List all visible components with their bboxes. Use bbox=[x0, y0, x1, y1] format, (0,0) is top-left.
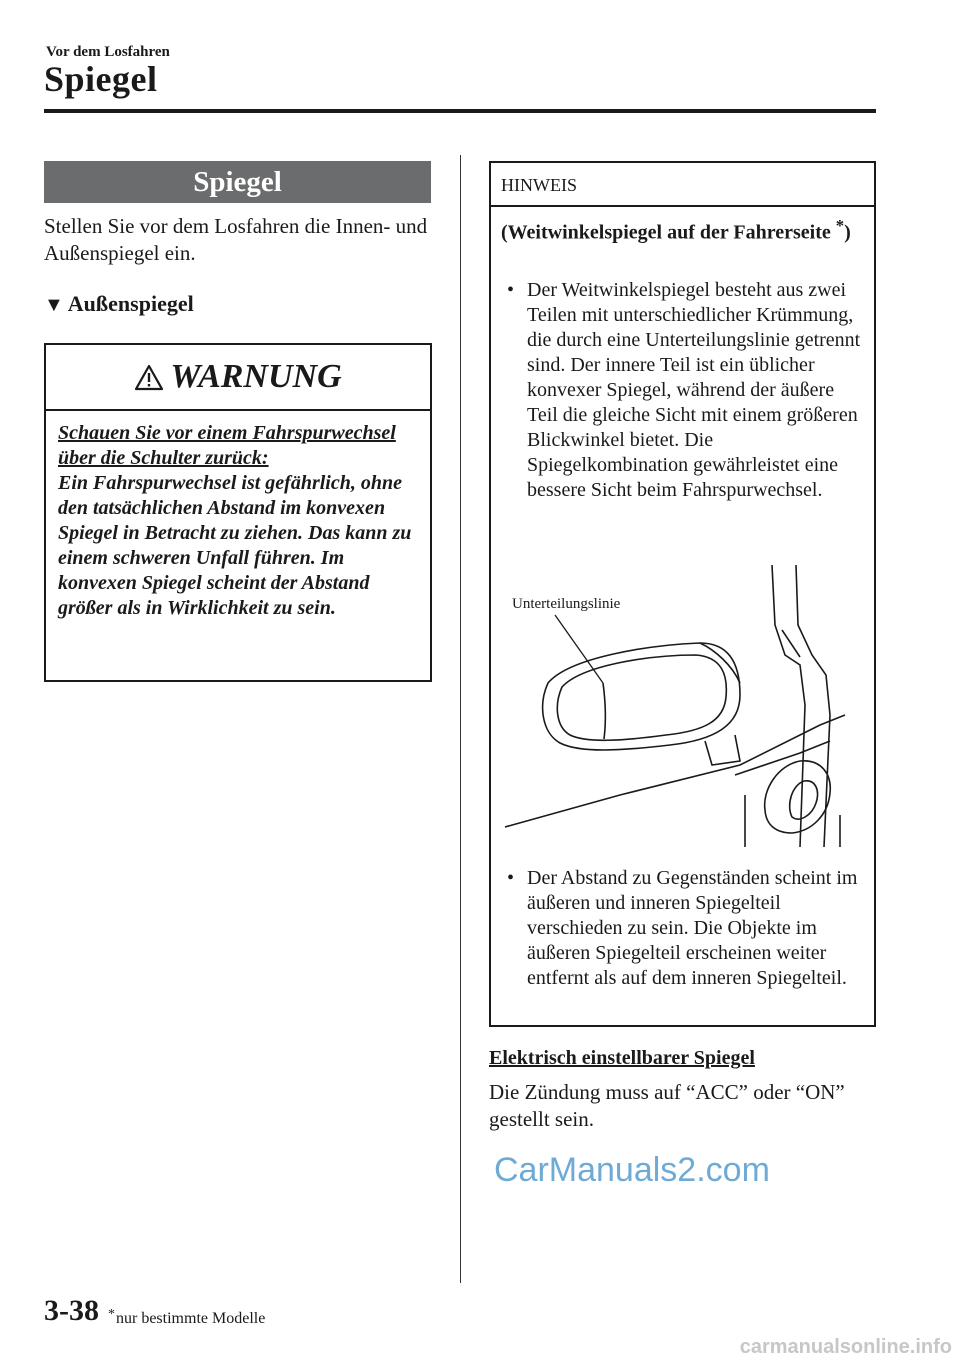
note-bullet-text: Der Weitwinkelspiegel besteht aus zwei Teilen mit unterschiedlicher Krümmung, die durch eine Unterteilungslinie getrennt sind. Der innere Teil ist ein üblicher konvexer Spiegel, während der äußere Teil die gleiche Sicht mit einem größeren Blickwinkel bietet. Die Spiegelkombination gewährleistet eine bessere Sicht beim Fahrspurwechsel. bbox=[527, 279, 861, 501]
warning-body bbox=[46, 411, 430, 631]
footnote-star: * bbox=[108, 1307, 115, 1322]
note-bullet bbox=[499, 866, 861, 991]
page-title: Spiegel bbox=[44, 59, 158, 99]
figure-label-divider-line: Unterteilungslinie bbox=[512, 596, 621, 612]
warning-text: Ein Fahrspurwechsel ist gefährlich, ohne den tatsächlichen Abstand im konvexen Spiegel in Betracht zu ziehen. Das kann zu einem schweren Unfall führen. Im konvexen Spiegel scheint der Abstand größer als in Wirklichkeit zu sein. bbox=[58, 472, 412, 619]
warning-title: WARNUNG bbox=[170, 358, 342, 395]
intro-text: Stellen Sie vor dem Losfahren die Innen- und Außenspiegel ein. bbox=[44, 214, 428, 265]
body-text-ignition: Die Zündung muss auf “ACC” oder “ON” gestellt sein. bbox=[489, 1080, 845, 1131]
bullet-dot-icon: • bbox=[507, 279, 515, 301]
column-divider bbox=[460, 155, 461, 1283]
sub-heading-electric-mirror: Elektrisch einstellbarer Spiegel bbox=[489, 1047, 755, 1069]
footer-watermark: carmanualsonline.info bbox=[739, 1336, 952, 1358]
figure-leader-line bbox=[555, 615, 603, 683]
bullet-dot-icon: • bbox=[507, 867, 515, 889]
note-subtitle-star: * bbox=[835, 216, 845, 235]
note-subtitle-text: (Weitwinkelspiegel auf der Fahrerseite bbox=[501, 221, 831, 244]
warning-heading: Schauen Sie vor einem Fahrspurwechsel über die Schulter zurück: bbox=[58, 422, 396, 469]
wide-angle-mirror-illustration bbox=[500, 565, 865, 850]
sub-heading-outside-mirror bbox=[44, 291, 194, 317]
footnote-text: nur bestimmte Modelle bbox=[116, 1310, 266, 1327]
note-subtitle bbox=[501, 213, 861, 246]
warning-box bbox=[44, 343, 432, 682]
page-number: 3-38 bbox=[44, 1294, 99, 1327]
section-label: Vor dem Losfahren bbox=[46, 44, 170, 60]
section-banner: Spiegel bbox=[44, 161, 431, 203]
warning-triangle-icon bbox=[134, 364, 164, 391]
watermark-logo: CarManuals2.com bbox=[494, 1151, 770, 1189]
note-bullet bbox=[499, 278, 861, 503]
footnote bbox=[108, 1307, 265, 1328]
sub-heading-text: Außenspiegel bbox=[67, 291, 194, 316]
title-rule bbox=[44, 109, 876, 113]
note-title: HINWEIS bbox=[491, 163, 874, 207]
note-bullet-text: Der Abstand zu Gegenständen scheint im äußeren und inneren Spiegelteil verschieden zu sein. Die Objekte im äußeren Spiegelteil erscheinen weiter entfernt als auf dem inneren Spiegelteil. bbox=[527, 867, 858, 989]
note-subtitle-end: ) bbox=[844, 221, 851, 244]
warning-header bbox=[46, 345, 430, 411]
triangle-down-icon: ▼ bbox=[44, 294, 64, 316]
